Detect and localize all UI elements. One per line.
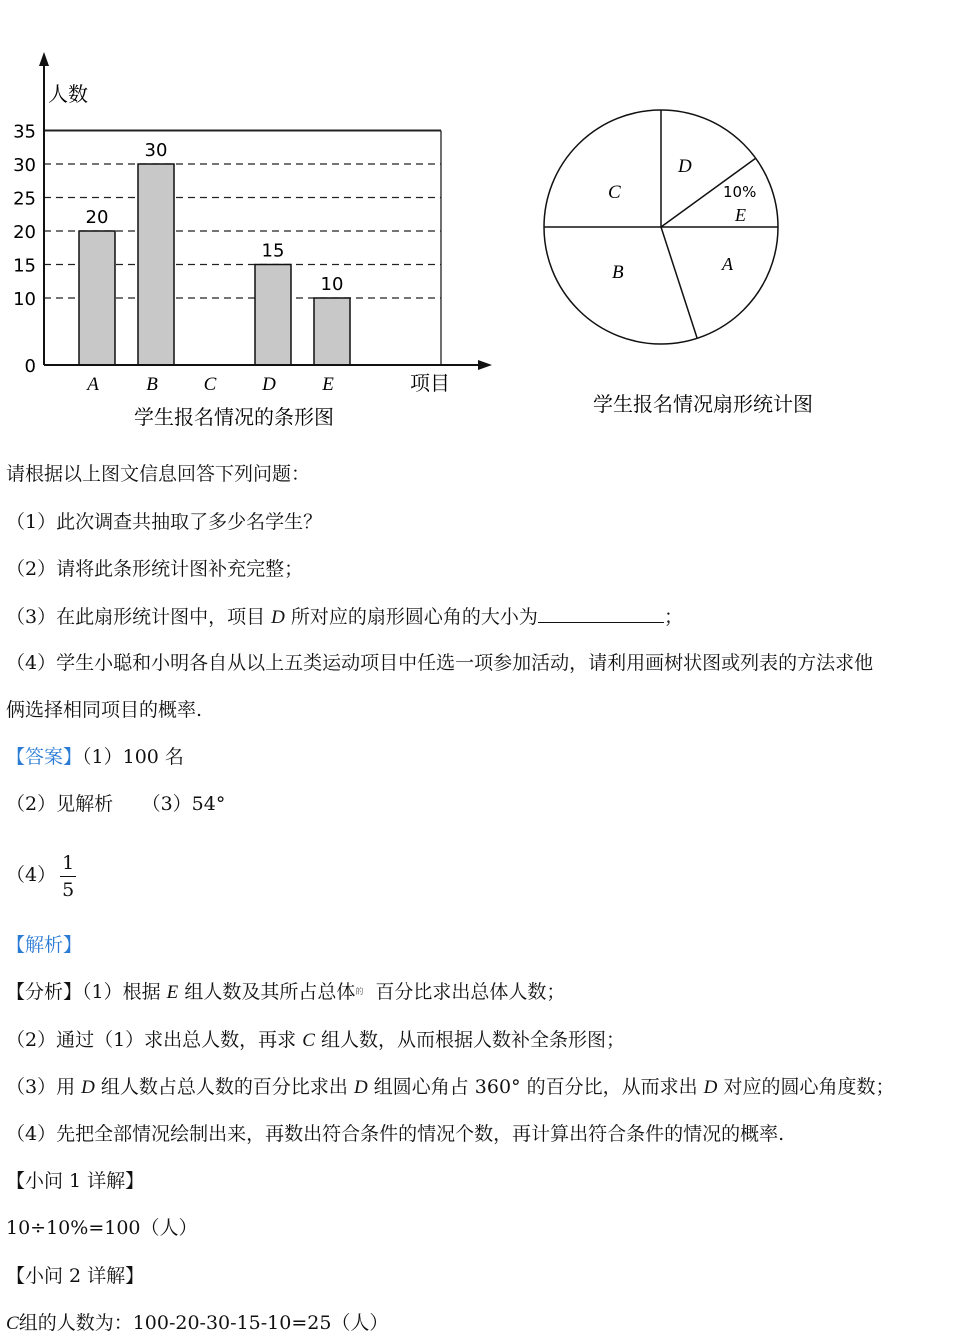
bar-x-axis-arrow: [478, 360, 492, 370]
bar-b: [138, 164, 174, 365]
bar-y-tick-label: 25: [13, 188, 36, 210]
answer-line-2: （2）见解析 （3）54°: [6, 793, 226, 815]
bar-data-labels: [86, 140, 344, 295]
bar-x-ticks: [85, 374, 334, 395]
analysis-4: （4）先把全部情况绘制出来，再数出符合条件的情况个数，再计算出符合条件的情况的概率.: [6, 1123, 785, 1145]
subquestion-1-heading: 【小问 1 详解】: [6, 1170, 145, 1192]
analysis-2: （2）通过（1）求出总人数，再求 C 组人数，从而根据人数补全条形图；: [6, 1029, 625, 1051]
analysis-tag: 【分析】: [6, 981, 83, 1003]
fraction-denominator: 5: [62, 878, 75, 901]
bar-y-axis-label: 人数: [48, 82, 88, 106]
subquestion-2-heading: 【小问 2 详解】: [6, 1265, 145, 1287]
bar-x-tick-label: C: [203, 374, 217, 395]
bar-y-tick-label: 15: [13, 255, 36, 277]
bar-data-label: 15: [261, 240, 285, 262]
subquestion-1-equation: 10÷10%=100（人）: [6, 1217, 198, 1239]
answer-line-4: （4） $\frac{1}{5}$: [6, 851, 75, 901]
bar-x-axis-label: 项目: [410, 371, 450, 395]
analysis-1: 【分析】（1）根据 E 组人数及其所占总体$^的$ 百分比求出总体人数；: [6, 981, 566, 1003]
pie-label-c: C: [608, 182, 621, 203]
question-4-line-1: （4）学生小聪和小明各自从以上五类运动项目中任选一项参加活动，请利用画树状图或列表的方法求他: [6, 652, 874, 674]
intro-text: 请根据以上图文信息回答下列问题：: [6, 463, 311, 485]
fraction-numerator: 1: [60, 850, 76, 877]
fraction: [60, 850, 76, 903]
bar-y-axis-arrow: [39, 52, 49, 66]
bar-d: [255, 265, 291, 366]
analysis-heading: 【解析】: [6, 934, 83, 956]
bar-y-tick-label: 10: [13, 289, 36, 310]
pie-boundary: [661, 227, 697, 338]
bar-data-label: 10: [320, 274, 344, 295]
bar-x-tick-label: B: [146, 374, 158, 395]
bar-x-tick-label: A: [87, 374, 99, 395]
question-4-line-2: 俩选择相同项目的概率.: [6, 699, 203, 721]
bar-y-tick-label: 0: [24, 356, 36, 377]
bar-data-label: 30: [144, 140, 168, 161]
question-3: （3）在此扇形统计图中，项目 D 所对应的扇形圆心角的大小为 ；: [6, 606, 683, 628]
bar-y-tick-label: 35: [13, 121, 36, 143]
bar-y-tick-label: 30: [13, 155, 36, 176]
pie-label-e-percent: 10%: [723, 183, 757, 201]
question-2: （2）请将此条形统计图补充完整；: [6, 558, 304, 580]
answer-blank: [538, 604, 664, 623]
figures: [0, 0, 972, 440]
bar-e: [314, 298, 350, 365]
pie-label-e: E: [735, 205, 746, 225]
bar-y-tick-label: 20: [13, 222, 36, 243]
bar-chart-caption: 学生报名情况的条形图: [134, 405, 334, 429]
pie-label-a: A: [722, 254, 733, 274]
bar-y-ticks: [13, 122, 36, 378]
bar-data-label: 20: [85, 207, 109, 228]
question-1: （1）此次调查共抽取了多少名学生？: [6, 511, 323, 533]
bar-a: [79, 231, 115, 365]
analysis-3: （3）用 D 组人数占总人数的百分比求出 D 组圆心角占 360° 的百分比，从而求出 D 对应的圆心角度数；: [6, 1076, 895, 1098]
subquestion-2-equation: C组的人数为：100-20-30-15-10=25（人）: [6, 1312, 389, 1334]
var-d: D: [271, 607, 285, 628]
pie-chart: [544, 110, 813, 416]
bar-x-tick-label: E: [322, 374, 334, 395]
pie-chart-caption: 学生报名情况扇形统计图: [593, 392, 813, 416]
bar-x-tick-label: D: [262, 374, 276, 395]
answer-line-1: 【答案】（1）100 名: [6, 746, 184, 768]
pie-label-d: D: [678, 156, 692, 177]
answer-tag: 【答案】: [6, 746, 83, 768]
pie-label-b: B: [612, 262, 624, 283]
bar-chart: [13, 52, 492, 429]
